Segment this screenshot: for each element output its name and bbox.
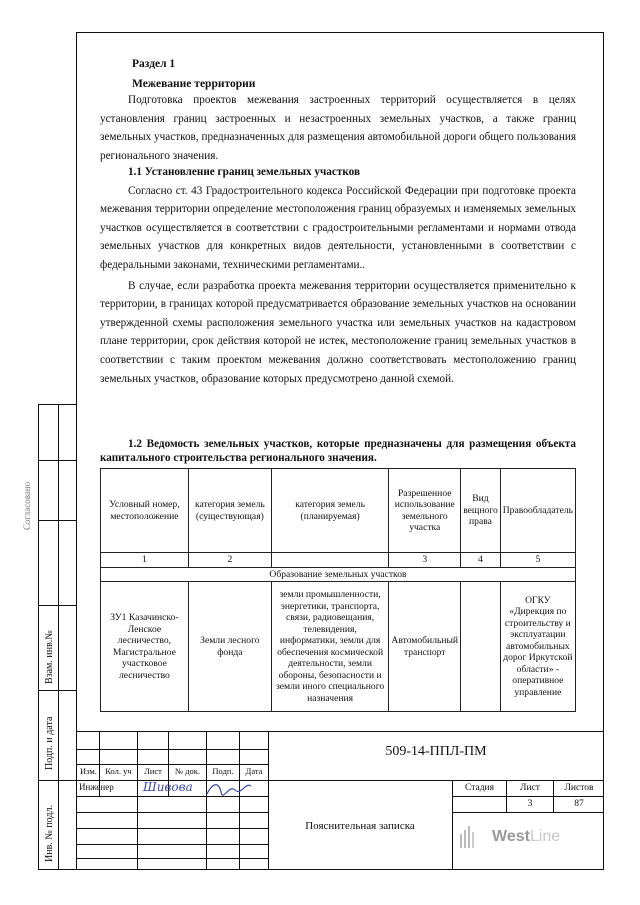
number-cell: 1 (101, 553, 189, 568)
header-cell: Условный номер, местоположение (101, 469, 189, 553)
sub1-paragraph-1: Согласно ст. 43 Градостроительного кодекса Российской Федерации при подготовке проекта межевания территории определение местоположения границ образуемых и изменяемых земельных участков осуществляется в соответствии с градостроительными регламентами и нормами отвода земельных участков для конкретных видов деятельности, установленными в соответствии с федеральными законами, техническими регламентами.. (100, 184, 576, 271)
sheets-total: 87 (574, 799, 584, 809)
side-label-agreed: Согласовано (22, 481, 32, 530)
data-cell: Земли лесного фонда (188, 582, 271, 712)
side-border (38, 460, 76, 461)
number-cell: 2 (188, 553, 271, 568)
sheet-number: 3 (527, 799, 533, 809)
col-label: Дата (245, 766, 263, 776)
sub1-paragraph-2: В случае, если разработка проекта межевания территории осуществляется применительно к территории, в границах которой предусматривается образование земельных участков на основании утвержденной схемы расположения земельного участка или земельных участков на кадастровом плане территории, срок действия которой не истек, местоположение границ земельных участков в соответствии с таким проектом межевания должно соответствовать местоположению границ земельных участков, образование которых предусмотрено данной схемой. (100, 279, 576, 385)
section-title: Раздел 1 (132, 58, 176, 70)
company-logo (458, 824, 560, 850)
logo-text: WestLine (492, 828, 561, 845)
side-border (38, 869, 76, 870)
sub1-block (100, 163, 576, 388)
intro-text: Подготовка проектов межевания застроенных территорий осуществляется в целях установления границ застроенных и незастроенных земельных участков, а также границ земельных участков, предназначенных для размещения автомобильной дороги общего пользования регионального значения. (100, 94, 576, 162)
col-label: Подп. (212, 766, 234, 776)
group-row: Образование земельных участков (101, 567, 576, 582)
land-table (100, 468, 576, 712)
section-subtitle: Межевание территории (132, 78, 256, 90)
header-cell: категория земель (планируемая) (271, 469, 388, 553)
side-border (38, 404, 39, 870)
number-cell: 5 (500, 553, 575, 568)
col-label: Изм. (80, 766, 97, 776)
side-label-sign-date: Подп. и дата (44, 716, 55, 770)
sub2-block (100, 437, 576, 465)
side-border (38, 520, 76, 521)
data-cell: ОГКУ «Дирекция по строительству и эксплуатации автомобильных дорог Иркутской области» - оперативное управление (500, 582, 575, 712)
side-border (38, 780, 76, 781)
sub2-title: 1.2 Ведомость земельных участков, которые предназначены для размещения объекта капитального строительства регионального значения. (100, 438, 576, 464)
number-cell: 3 (389, 553, 461, 568)
role-engineer: Инженер (79, 782, 114, 792)
data-cell: Автомобильный транспорт (389, 582, 461, 712)
intro-paragraph (100, 91, 576, 165)
col-label: № док. (174, 766, 201, 776)
side-border (58, 404, 59, 870)
sheet-label: Лист (520, 783, 540, 793)
sheets-label: Листов (564, 783, 594, 793)
number-cell (271, 553, 388, 568)
side-border (38, 404, 76, 405)
col-label: Лист (144, 766, 162, 776)
side-label-replace: Взам. инв.№ (44, 630, 55, 684)
side-border (38, 690, 76, 691)
data-cell: ЗУ1 Казачинско-Ленское лесничество, Магистральное участковое лесничество (101, 582, 189, 712)
side-border (38, 605, 76, 606)
sub1-title: 1.1 Установление границ земельных участков (128, 166, 360, 178)
header-cell: категория земель (существующая) (188, 469, 271, 553)
logo-bars-icon (458, 824, 486, 850)
header-cell: Вид вещного права (461, 469, 501, 553)
col-label: Кол. уч (105, 766, 132, 776)
side-label-inventory: Инв. № подл. (44, 805, 55, 862)
doc-title: Пояснительная записка (305, 820, 415, 832)
number-cell: 4 (461, 553, 501, 568)
document-code: 509-14-ППЛ-ПМ (385, 744, 487, 759)
header-cell: Разрешенное использование земельного участка (389, 469, 461, 553)
header-cell: Правообладатель (500, 469, 575, 553)
data-cell (461, 582, 501, 712)
signature: Шивова (143, 780, 193, 794)
data-cell: земли промышленности, энергетики, транспорта, связи, радиовещания, телевидения, информатики, земли для обеспечения космической деятельности, земли обороны, безопасности и земли иного специального назначения (271, 582, 388, 712)
signature-mark (205, 780, 253, 798)
stage-label: Стадия (465, 783, 494, 793)
